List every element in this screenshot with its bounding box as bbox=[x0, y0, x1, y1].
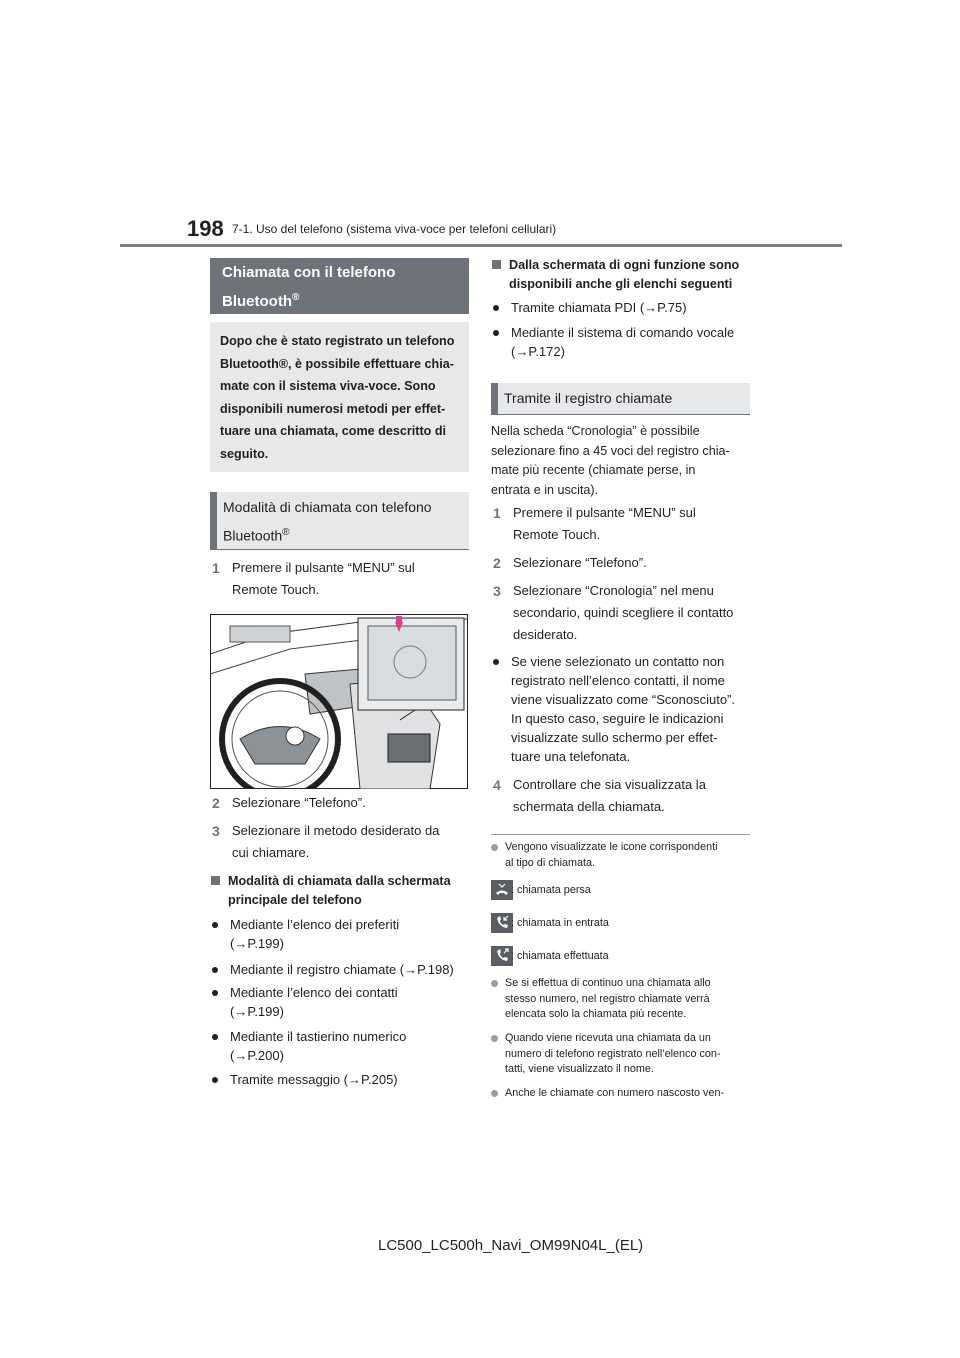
banner-title-line1: Chiamata con il telefono bbox=[222, 264, 396, 281]
log-step-1: 1 Premere il pulsante “MENU” sul Remote Touch. bbox=[493, 505, 696, 542]
incoming-call-row: : chiamata in entrata bbox=[491, 913, 753, 933]
unknown-contact-bullet: Se viene selezionato un contatto non registrato nell’elenco contatti, il nome viene visualizzato come “Sconosciuto”. In questo caso, seguire le indicazioni visualizzate sullo schermo per effet- tuare una telefonata. bbox=[493, 652, 755, 768]
missed-call-icon bbox=[491, 880, 513, 900]
note-icons: Vengono visualizzate le icone corrispondenti al tipo di chiamata. bbox=[491, 840, 753, 872]
other-voice-command: Mediante il sistema di comando vocale (→P.172) bbox=[493, 323, 755, 361]
note-repeat-calls: Se si effettua di continuo una chiamata allo stesso numero, nel registro chiamate verrà elencata solo la chiamata più recente. bbox=[491, 976, 753, 1024]
method-message: Tramite messaggio (→P.205) bbox=[212, 1070, 474, 1089]
methods-heading: Modalità di chiamata dalla schermata principale del telefono bbox=[210, 872, 472, 910]
header-rule bbox=[120, 244, 842, 247]
method-call-log: Mediante il registro chiamate (→P.198) bbox=[212, 960, 474, 979]
method-favorites: Mediante l’elenco dei preferiti (→P.199) bbox=[212, 915, 474, 953]
call-log-heading: Tramite il registro chiamate bbox=[491, 383, 750, 415]
step-1: 1 Premere il pulsante “MENU” sul Remote Touch. bbox=[212, 560, 415, 597]
other-lists-heading: Dalla schermata di ogni funzione sono disponibili anche gli elenchi seguenti bbox=[491, 256, 753, 294]
intro-text: Dopo che è stato registrato un telefono Bluetooth®, è possibile effettuare chia- mate con il sistema viva-voce. Sono disponibili numerosi metodi per effet- tuare una chiamata, come descritto di seguito. bbox=[220, 334, 455, 461]
note-registered-number: Quando viene ricevuta una chiamata da un numero di telefono registrato nell’elenco con- tatti, viene visualizzato il nome. bbox=[491, 1031, 753, 1079]
notes-divider bbox=[491, 834, 750, 835]
outgoing-call-row: : chiamata effettuata bbox=[491, 946, 753, 966]
banner-title-line2: Bluetooth® bbox=[222, 292, 300, 310]
missed-call-row: : chiamata persa bbox=[491, 880, 753, 900]
step-2: 2 Selezionare “Telefono”. bbox=[212, 795, 366, 811]
outgoing-call-icon bbox=[491, 946, 513, 966]
call-log-description: Nella scheda “Cronologia” è possibile selezionare fino a 45 voci del registro chia- mate più recente (chiamate perse, in entrata e in uscita). bbox=[491, 424, 730, 497]
step-3: 3 Selezionare il metodo desiderato da cui chiamare. bbox=[212, 823, 440, 860]
dashboard-illustration bbox=[210, 614, 468, 789]
section-title: 7-1. Uso del telefono (sistema viva-voce per telefoni cellulari) bbox=[232, 222, 557, 236]
page-number: 198 bbox=[187, 216, 224, 241]
other-poi-call: Tramite chiamata PDI (→P.75) bbox=[493, 298, 755, 317]
note-hidden-number: Anche le chiamate con numero nascosto ven- bbox=[491, 1086, 753, 1102]
method-keypad: Mediante il tastierino numerico (→P.200) bbox=[212, 1027, 474, 1065]
intro-box bbox=[210, 322, 469, 472]
method-contacts: Mediante l’elenco dei contatti (→P.199) bbox=[212, 983, 474, 1021]
document-code: LC500_LC500h_Navi_OM99N04L_(EL) bbox=[378, 1237, 644, 1254]
log-step-4: 4 Controllare che sia visualizzata la schermata della chiamata. bbox=[493, 777, 706, 814]
section-banner bbox=[210, 258, 469, 314]
log-step-3: 3 Selezionare “Cronologia” nel menu secondario, quindi scegliere il contatto desiderato. bbox=[493, 583, 734, 642]
log-step-2: 2 Selezionare “Telefono”. bbox=[493, 555, 647, 571]
sub-heading: Modalità di chiamata con telefono Bluetooth® bbox=[210, 492, 469, 550]
incoming-call-icon bbox=[491, 913, 513, 933]
